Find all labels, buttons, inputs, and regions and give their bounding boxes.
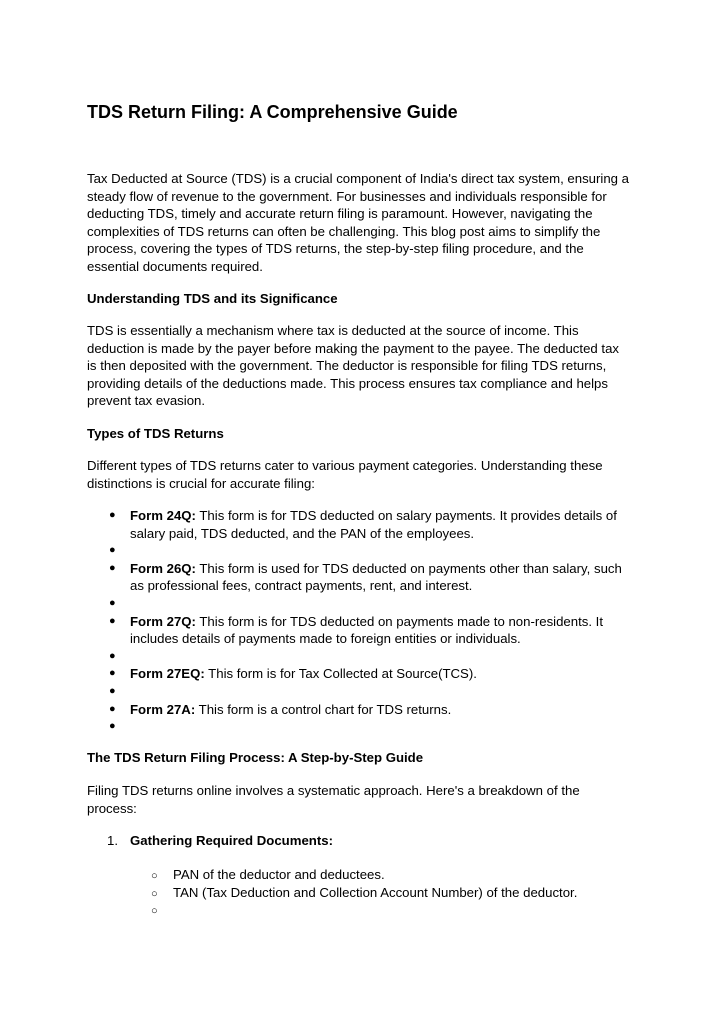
bullet-icon: ●: [109, 702, 116, 715]
circle-bullet-icon: ○: [151, 888, 158, 900]
document-title: TDS Return Filing: A Comprehensive Guide: [87, 102, 458, 122]
empty-list-item: [87, 542, 632, 560]
sub-item-text: PAN of the deductor and deductees.: [173, 867, 385, 882]
list-item: [87, 701, 632, 719]
empty-list-item: [87, 683, 632, 701]
list-item: [87, 665, 632, 683]
bullet-icon: ●: [109, 614, 116, 627]
list-item: [87, 560, 632, 595]
bullet-icon: ●: [109, 544, 116, 557]
form-description: This form is a control chart for TDS returns.: [195, 701, 452, 717]
empty-list-item: [87, 648, 632, 666]
circle-bullet-icon: ○: [151, 905, 158, 917]
circle-bullet-icon: ○: [151, 870, 158, 882]
form-description: This form is for TDS deducted on payments made to non-residents. It includes details of payments made to foreign entities or individuals.: [130, 613, 604, 647]
bullet-icon: ●: [109, 667, 116, 680]
section-body-types: Different types of TDS returns cater to various payment categories. Understanding these distinctions is crucial for accurate filing:: [87, 458, 603, 491]
sub-list-item: [151, 866, 385, 886]
form-description: This form is used for TDS deducted on payments other than salary, such as professional fees, contract payments, rent, and interest.: [130, 560, 622, 594]
step-label: Gathering Required Documents:: [130, 833, 333, 848]
form-name: Form 26Q:: [130, 560, 196, 576]
section-heading-filing-process: The TDS Return Filing Process: A Step-by-Step Guide: [87, 750, 424, 765]
bullet-icon: ●: [109, 649, 116, 662]
list-item: [87, 507, 632, 542]
form-name: Form 27Q:: [130, 613, 196, 629]
bullet-icon: ●: [109, 720, 116, 733]
forms-bullet-list: [87, 507, 632, 736]
form-name: Form 27A:: [130, 701, 196, 717]
empty-list-item: [87, 595, 632, 613]
list-item: [87, 613, 632, 648]
bullet-icon: ●: [109, 509, 116, 521]
sub-list-item: [151, 901, 173, 921]
bullet-icon: ●: [109, 596, 116, 609]
form-name: Form 24Q:: [130, 508, 196, 523]
form-description: This form is for TDS deducted on salary payments. It provides details of salary paid, TDS deducted, and the PAN of the employees.: [130, 508, 617, 541]
sub-list-item: [151, 884, 577, 904]
empty-list-item: [87, 718, 632, 736]
section-heading-understanding: Understanding TDS and its Significance: [87, 291, 338, 306]
section-heading-types: Types of TDS Returns: [87, 426, 224, 441]
section-body-understanding: TDS is essentially a mechanism where tax is deducted at the source of income. This deduction is made by the payer before making the payment to the payee. The deducted tax is then deposited with the government. The deductor is responsible for filing TDS returns, providing details of the deductions made. This process ensures tax compliance and helps prevent tax evasion.: [87, 323, 619, 409]
bullet-icon: ●: [109, 684, 116, 697]
form-description: This form is for Tax Collected at Source(TCS).: [204, 666, 477, 682]
bullet-icon: ●: [109, 561, 116, 574]
step-number: 1.: [107, 833, 118, 848]
intro-paragraph: Tax Deducted at Source (TDS) is a crucial component of India's direct tax system, ensuring a steady flow of revenue to the government. For businesses and individuals responsible for deducting TDS, timely and accurate return filing is paramount. However, navigating the complexities of TDS returns can often be challenging. This blog post aims to simplify the process, covering the types of TDS returns, the step-by-step filing procedure, and the essential documents required.: [87, 171, 629, 274]
section-body-filing-process: Filing TDS returns online involves a systematic approach. Here's a breakdown of the process:: [87, 783, 580, 816]
sub-item-text: TAN (Tax Deduction and Collection Account Number) of the deductor.: [173, 885, 578, 900]
form-name: Form 27EQ:: [130, 666, 205, 682]
